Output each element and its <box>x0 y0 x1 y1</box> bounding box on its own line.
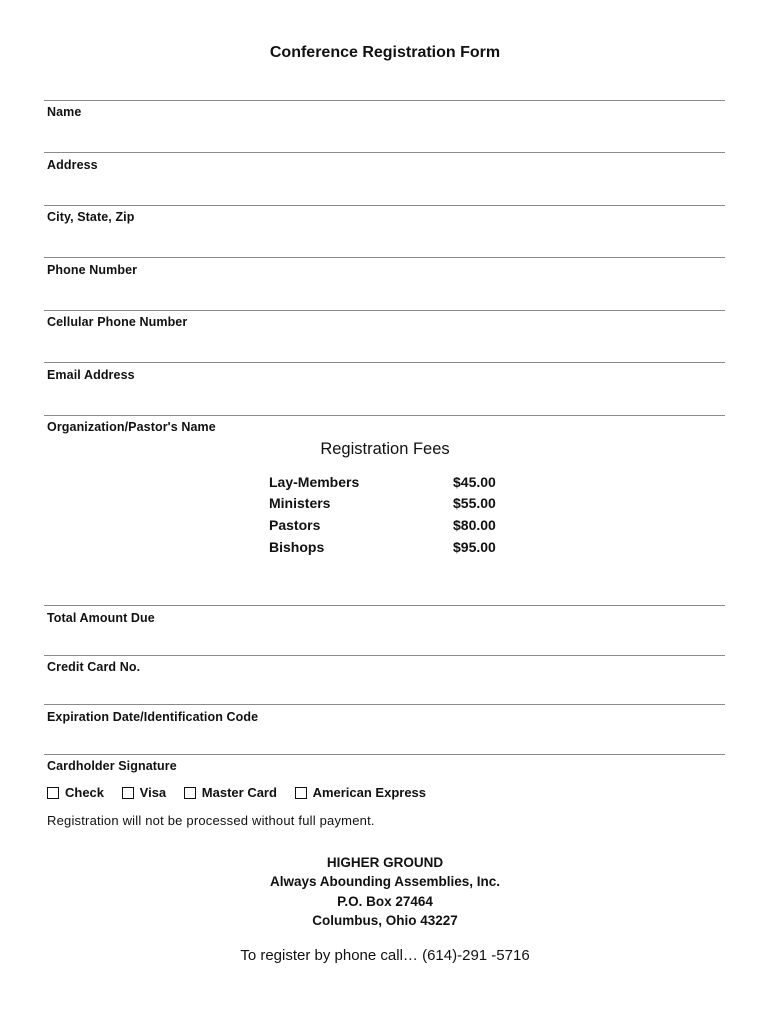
city-state-zip-label: City, State, Zip <box>47 210 135 224</box>
divider <box>44 605 725 606</box>
address-label: Address <box>47 158 98 172</box>
divider <box>44 152 725 153</box>
payment-option-label: American Express <box>312 785 427 800</box>
payment-option-visa[interactable] <box>122 785 167 800</box>
expiration-date-field[interactable] <box>44 729 725 753</box>
fee-name: Lay-Members <box>269 474 360 490</box>
credit-card-number-field[interactable] <box>44 679 725 703</box>
payment-options <box>47 785 426 802</box>
email-address-label: Email Address <box>47 368 135 382</box>
form-title: Conference Registration Form <box>269 44 501 61</box>
payment-option-check[interactable] <box>47 785 104 800</box>
city-state-zip-field[interactable] <box>44 229 725 253</box>
fee-price: $95.00 <box>453 539 496 555</box>
divider <box>44 100 725 101</box>
payment-option-label: Master Card <box>201 785 277 800</box>
payment-option-master-card[interactable] <box>184 785 277 800</box>
name-label: Name <box>47 105 82 119</box>
payment-option-american-express[interactable] <box>295 785 426 800</box>
fee-name: Bishops <box>269 539 325 555</box>
po-box: P.O. Box 27464 <box>337 893 433 909</box>
cellular-phone-label: Cellular Phone Number <box>47 315 188 329</box>
divider <box>44 655 725 656</box>
phone-registration-line: To register by phone call… (614)-291 -5716 <box>240 947 530 964</box>
divider <box>44 415 725 416</box>
organization-address <box>0 853 770 930</box>
email-address-field[interactable] <box>44 387 725 411</box>
checkbox[interactable] <box>295 787 307 799</box>
credit-card-number-label: Credit Card No. <box>47 660 141 674</box>
phone-number-label: Phone Number <box>47 263 138 277</box>
total-amount-due-field[interactable] <box>44 630 725 654</box>
fee-price: $55.00 <box>453 495 496 511</box>
fee-price: $45.00 <box>453 474 496 490</box>
payment-option-label: Check <box>65 785 105 800</box>
payment-option-label: Visa <box>139 785 167 800</box>
fee-name: Pastors <box>269 517 321 533</box>
organization-name: HIGHER GROUND <box>326 855 444 870</box>
address-field[interactable] <box>44 177 725 201</box>
divider <box>44 257 725 258</box>
divider <box>44 205 725 206</box>
organization-subtitle: Always Abounding Assemblies, Inc. <box>269 874 501 890</box>
checkbox[interactable] <box>122 787 134 799</box>
divider <box>44 310 725 311</box>
name-field[interactable] <box>44 124 725 148</box>
payment-notice: Registration will not be processed without full payment. <box>47 813 375 828</box>
city-state-line: Columbus, Ohio 43227 <box>312 912 458 928</box>
cardholder-signature-label: Cardholder Signature <box>47 759 177 773</box>
cellular-phone-field[interactable] <box>44 334 725 358</box>
divider <box>44 754 725 755</box>
fee-price: $80.00 <box>453 517 496 533</box>
total-amount-due-label: Total Amount Due <box>47 611 155 625</box>
organization-pastor-field[interactable] <box>44 578 725 602</box>
registration-fees-title: Registration Fees <box>320 440 450 458</box>
expiration-date-label: Expiration Date/Identification Code <box>47 710 259 724</box>
divider <box>44 362 725 363</box>
phone-number-field[interactable] <box>44 282 725 306</box>
checkbox[interactable] <box>184 787 196 799</box>
organization-pastor-label: Organization/Pastor's Name <box>47 420 216 434</box>
checkbox[interactable] <box>47 787 59 799</box>
divider <box>44 704 725 705</box>
fee-name: Ministers <box>269 495 331 511</box>
